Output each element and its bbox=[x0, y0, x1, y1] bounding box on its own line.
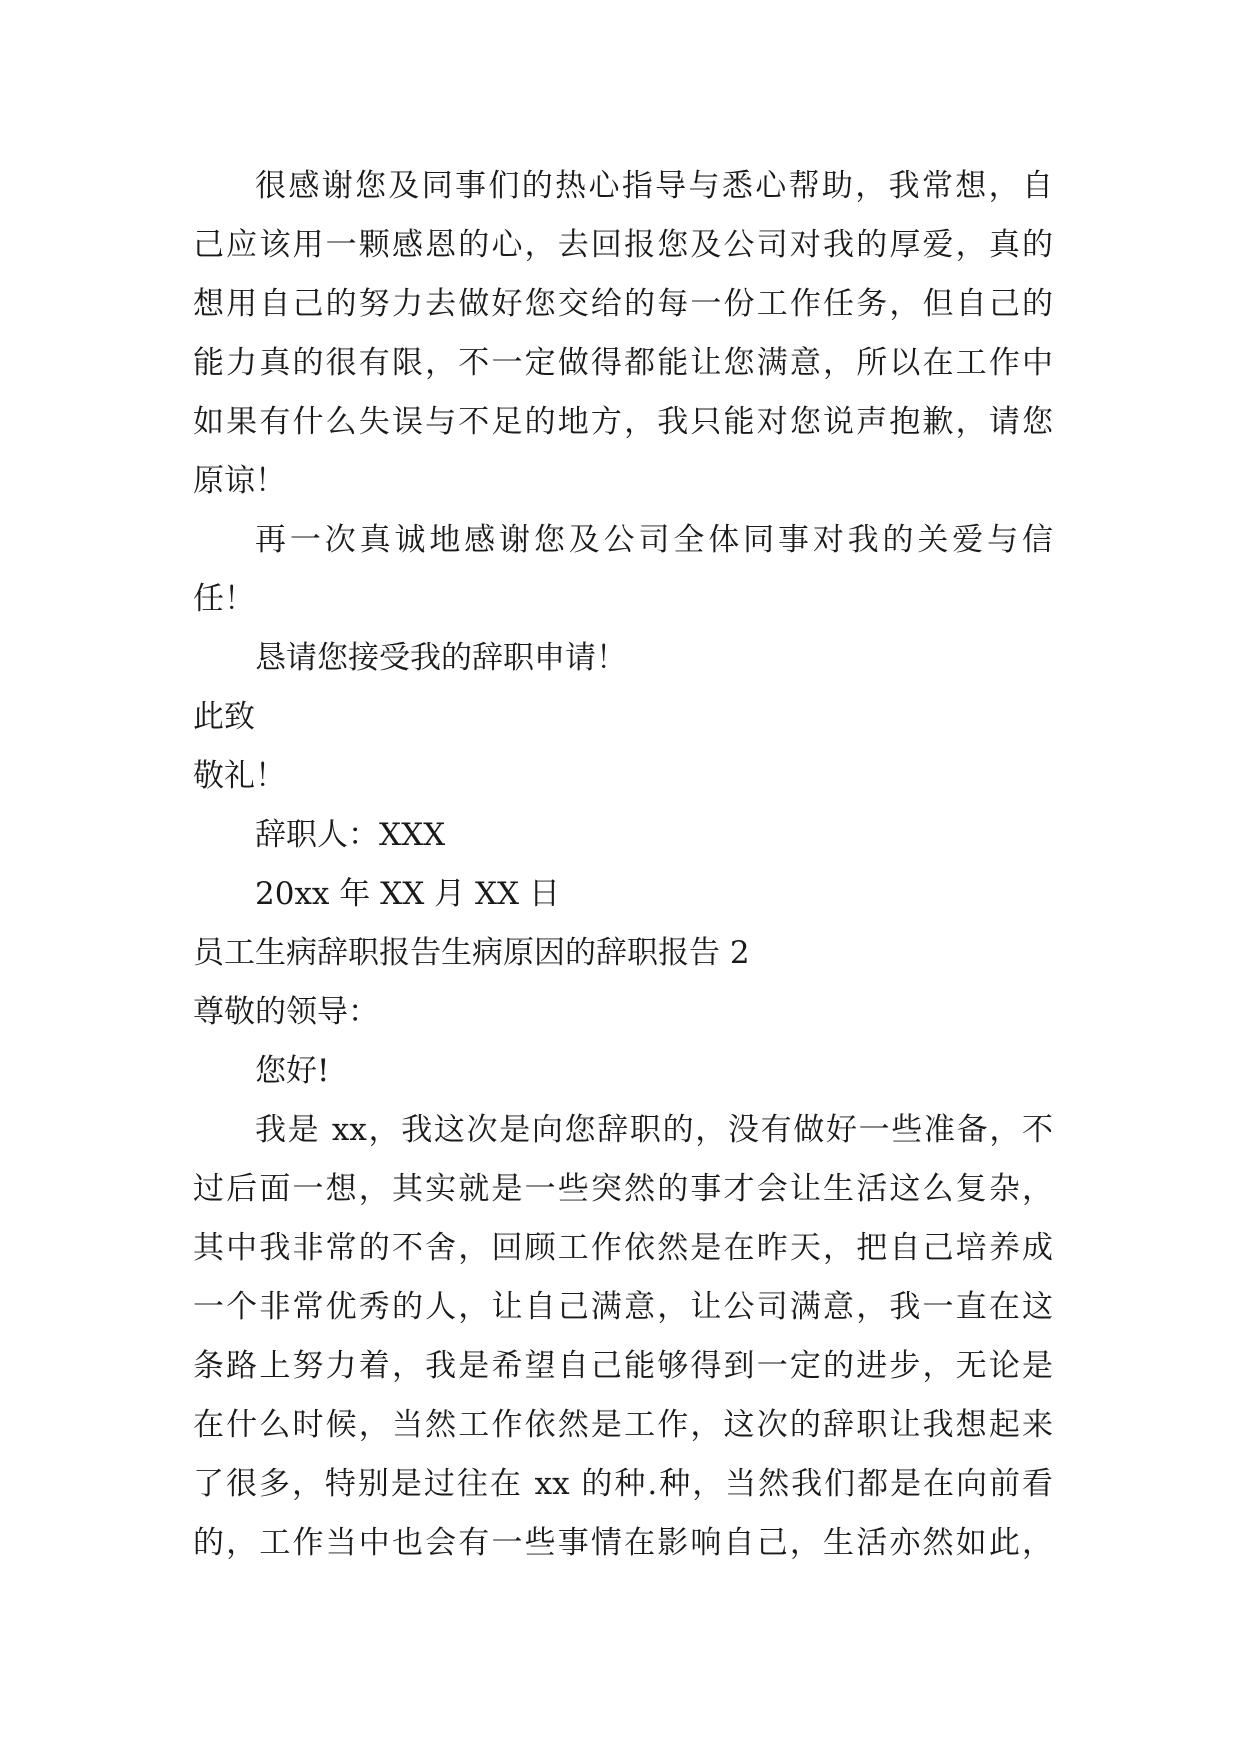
text-line: 如果有什么失误与不足的地方，我只能对您说声抱歉，请您 bbox=[193, 404, 1053, 440]
text-line: 一个非常优秀的人，让自己满意，让公司满意，我一直在这 bbox=[193, 1289, 1053, 1325]
greeting-line: 您好! bbox=[255, 1053, 330, 1089]
text-line: 条路上努力着，我是希望自己能够得到一定的进步，无论是 bbox=[193, 1348, 1053, 1384]
signature-line: 辞职人：XXX bbox=[255, 817, 446, 853]
closing-line: 此致 bbox=[193, 699, 255, 735]
text-line: 再一次真诚地感谢您及公司全体同事对我的关爱与信 bbox=[255, 522, 1053, 558]
date-line: 20xx 年 XX 月 XX 日 bbox=[255, 876, 560, 912]
text-line: 恳请您接受我的辞职申请！ bbox=[255, 640, 627, 676]
text-line: 能力真的很有限，不一定做得都能让您满意，所以在工作中 bbox=[193, 345, 1053, 381]
text-line: 很感谢您及同事们的热心指导与悉心帮助，我常想，自 bbox=[255, 168, 1053, 204]
text-line: 在什么时候，当然工作依然是工作，这次的辞职让我想起来 bbox=[193, 1407, 1053, 1443]
text-line: 想用自己的努力去做好您交给的每一份工作任务，但自己的 bbox=[193, 286, 1053, 322]
section-title: 员工生病辞职报告生病原因的辞职报告 2 bbox=[193, 935, 750, 971]
text-line: 了很多，特别是过往在 xx 的种.种，当然我们都是在向前看 bbox=[193, 1466, 1053, 1502]
text-line: 己应该用一颗感恩的心，去回报您及公司对我的厚爱，真的 bbox=[193, 227, 1053, 263]
text-line: 的，工作当中也会有一些事情在影响自己，生活亦然如此， bbox=[193, 1525, 1053, 1561]
text-line: 任！ bbox=[193, 581, 255, 617]
closing-line: 敬礼！ bbox=[193, 758, 286, 794]
text-line: 我是 xx，我这次是向您辞职的，没有做好一些准备，不 bbox=[255, 1112, 1053, 1148]
text-line: 其中我非常的不舍，回顾工作依然是在昨天，把自己培养成 bbox=[193, 1230, 1053, 1266]
text-line: 原谅！ bbox=[193, 463, 286, 499]
salutation-line: 尊敬的领导： bbox=[193, 994, 379, 1030]
text-line: 过后面一想，其实就是一些突然的事才会让生活这么复杂， bbox=[193, 1171, 1053, 1207]
